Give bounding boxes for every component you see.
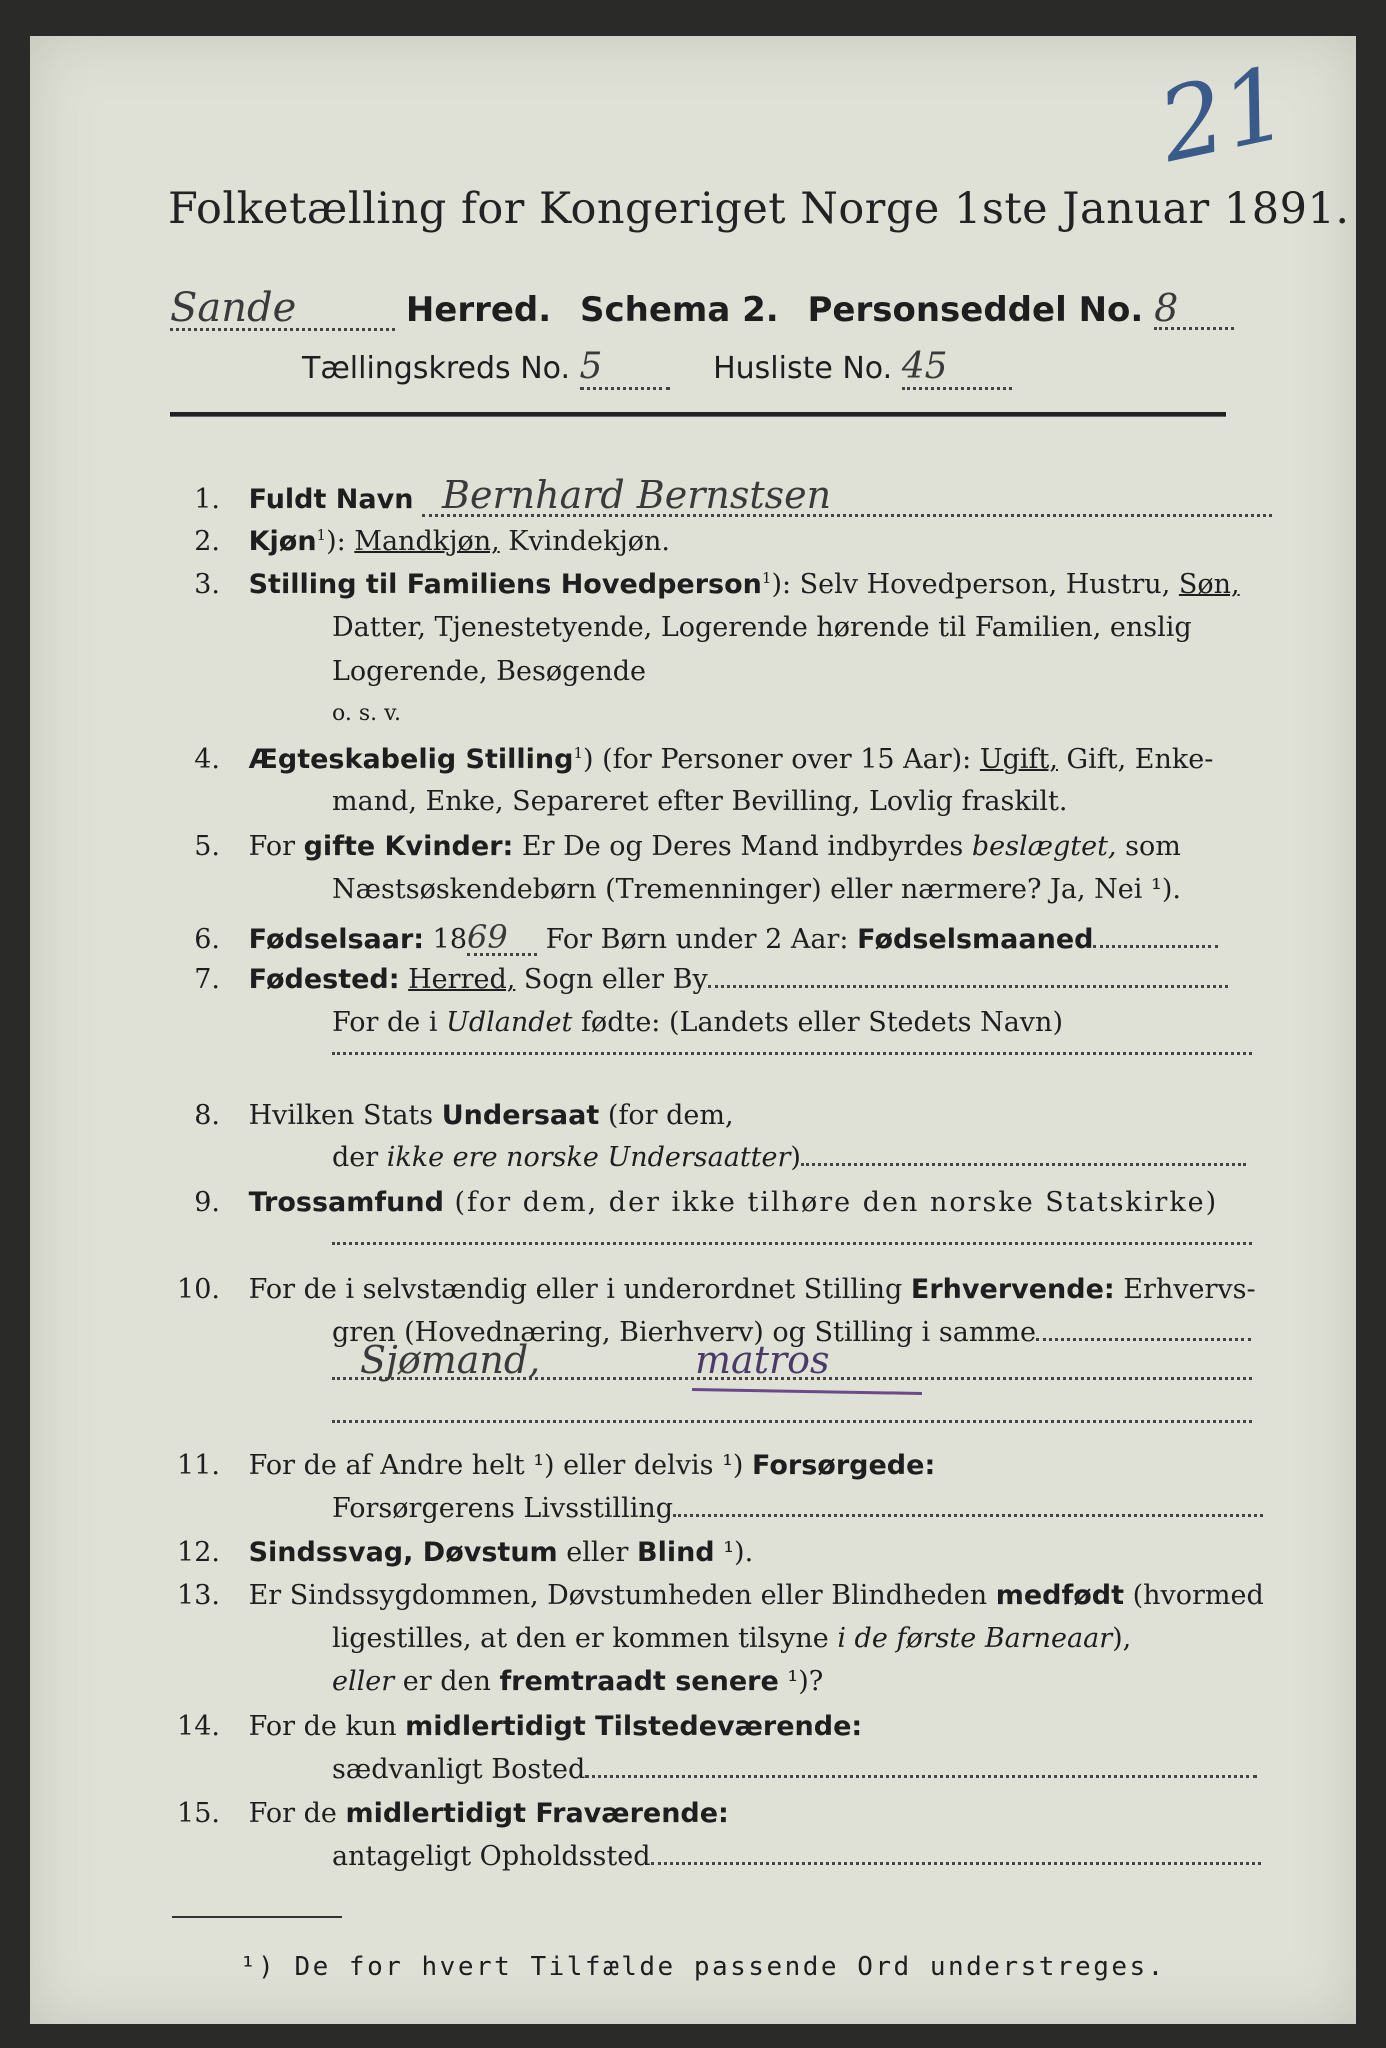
birthplace-herred: Herred,	[408, 964, 516, 995]
full-name-label: Fuldt Navn	[248, 484, 414, 515]
item-8-pre: Hvilken Stats	[248, 1100, 442, 1131]
occupation-field-3	[332, 1419, 1252, 1423]
sex-punct: ):	[326, 526, 355, 557]
birthplace-label: Fødested:	[248, 964, 400, 995]
supporter-field	[673, 1496, 1263, 1517]
item-number: 12.	[177, 1537, 220, 1568]
item-10-line2: gren (Hovednæring, Bierhverv) og Stilling i samme	[332, 1317, 1037, 1348]
occupation-value-2: matros	[695, 1338, 830, 1382]
full-name-value: Bernhard Bernstsen	[422, 476, 1272, 517]
item-number: 9.	[194, 1187, 220, 1218]
herred-label: Herred.	[405, 290, 552, 330]
item-5-related: beslægtet,	[971, 831, 1117, 862]
item-14-line-2	[332, 1756, 1257, 1783]
later-onset-label: fremtraadt senere	[499, 1666, 779, 1697]
item-11	[160, 1452, 935, 1479]
item-10-rest: Erhvervs-	[1114, 1274, 1256, 1305]
item-14-pre: For de kun	[248, 1711, 406, 1742]
item-13-post: (hvormed	[1124, 1580, 1264, 1611]
sex-option-female: Kvindekjøn.	[499, 526, 670, 557]
sex-label: Kjøn	[248, 526, 317, 557]
item-number: 2.	[194, 526, 220, 557]
family-position-label: Stilling til Familiens Hovedperson	[248, 569, 762, 600]
birthplace-options: Sogn eller By	[515, 964, 708, 995]
page-number: 21	[1149, 44, 1299, 185]
marital-status-note: ) (for Personer over 15 Aar):	[583, 744, 980, 775]
item-8	[160, 1102, 734, 1129]
item-8-line2-post: )	[790, 1142, 801, 1173]
birth-year-prefix: 18	[424, 924, 468, 955]
dependents-label: Forsørgede:	[752, 1450, 936, 1481]
usual-residence-label: sædvanligt Bosted	[332, 1754, 586, 1785]
disability-end: ¹).	[714, 1537, 754, 1568]
item-13-l3-mid: er den	[394, 1666, 500, 1697]
footnote-mark: 1	[316, 526, 327, 544]
item-1	[160, 473, 1272, 517]
citizenship-label: Undersaat	[441, 1100, 600, 1131]
kreds-value: 5	[580, 346, 670, 390]
birth-year-label: Fødselsaar:	[248, 924, 425, 955]
item-number: 3.	[194, 569, 220, 600]
blind-label: Blind	[637, 1537, 715, 1568]
item-8-line-2	[332, 1144, 1246, 1171]
item-10-pre: For de i selvstændig eller i underordnet Stilling	[248, 1274, 911, 1305]
abroad-pre: For de i	[332, 1007, 447, 1038]
personseddel-value: 8	[1154, 289, 1234, 330]
item-13-line-3	[332, 1668, 823, 1695]
occupation-value-1: Sjømand,	[360, 1338, 541, 1382]
marital-status-options: Gift, Enke-	[1057, 744, 1214, 775]
item-15-pre: For de	[248, 1798, 346, 1829]
item-3	[160, 571, 1240, 598]
item-10	[160, 1276, 1256, 1303]
religion-label: Trossamfund	[248, 1187, 444, 1218]
item-number: 13.	[177, 1580, 220, 1611]
married-women-label: gifte Kvinder:	[303, 831, 514, 862]
item-4	[160, 746, 1213, 773]
item-8-line2-it: ikke ere norske Undersaatter	[386, 1142, 791, 1173]
item-number: 10.	[177, 1274, 220, 1305]
citizenship-field	[801, 1145, 1246, 1166]
supporter-label: Forsørgerens Livsstilling	[332, 1493, 674, 1524]
herred-value: Sande	[170, 288, 395, 331]
probable-residence-label: antageligt Opholdssted	[332, 1841, 651, 1872]
probable-residence-field	[651, 1844, 1261, 1865]
item-8-line2-pre: der	[332, 1142, 387, 1173]
item-13-l2-it: i de første Barneaar	[837, 1623, 1113, 1654]
item-5-pre: For	[248, 831, 304, 862]
item-11-line-2	[332, 1495, 1263, 1522]
birth-year-value: 69	[467, 921, 537, 956]
occupation-underline	[692, 1388, 922, 1395]
occupation-label: Erhvervende:	[910, 1274, 1115, 1305]
religion-field	[332, 1241, 1252, 1245]
item-number: 15.	[177, 1798, 220, 1829]
item-7	[160, 966, 1228, 993]
item-13-l2-pre: ligestilles, at den er kommen tilsyne	[332, 1623, 838, 1654]
item-13-l2-post: ),	[1112, 1623, 1132, 1654]
header-divider	[170, 412, 1226, 417]
item-5-mid: Er De og Deres Mand indbyrdes	[513, 831, 972, 862]
item-8-rest: (for dem,	[599, 1100, 734, 1131]
item-number: 11.	[177, 1450, 220, 1481]
religion-note: (for dem, der ikke tilhøre den norske Statskirke)	[443, 1187, 1219, 1218]
item-13-l3-end: ¹)?	[778, 1666, 824, 1697]
disability-mid: eller	[557, 1537, 637, 1568]
header-line-1	[170, 285, 1234, 331]
item-4-line-2: mand, Enke, Separeret efter Bevilling, Lovlig fraskilt.	[332, 786, 1068, 817]
abroad-post: fødte: (Landets eller Stedets Navn)	[572, 1007, 1063, 1038]
marital-status-unmarried: Ugift,	[979, 744, 1058, 775]
item-7-line-2	[332, 1009, 1063, 1036]
item-13-line-2	[332, 1625, 1131, 1652]
abroad-field	[332, 1051, 1252, 1055]
kreds-label: Tællingskreds No.	[302, 351, 570, 386]
husliste-value: 45	[902, 346, 1012, 390]
item-12	[160, 1539, 753, 1566]
item-3-line-4: o. s. v.	[332, 701, 401, 726]
congenital-label: medfødt	[995, 1580, 1124, 1611]
item-15-line-2	[332, 1843, 1261, 1870]
personseddel-label: Personseddel No.	[807, 290, 1144, 330]
birth-month-field	[1093, 927, 1218, 948]
occupation-field-1	[1036, 1320, 1251, 1341]
form-title: Folketælling for Kongeriget Norge 1ste Januar 1891.	[168, 184, 1350, 234]
sex-option-male: Mandkjøn,	[354, 526, 500, 557]
item-3-line-2: Datter, Tjenestetyende, Logerende hørende til Familien, enslig	[332, 612, 1192, 643]
family-position-son: Søn,	[1178, 569, 1240, 600]
temp-absent-label: midlertidigt Fraværende:	[345, 1798, 729, 1829]
footnote-mark: 1	[761, 569, 772, 587]
item-6	[160, 918, 1218, 956]
birthplace-field	[708, 967, 1228, 988]
item-number: 1.	[194, 484, 220, 515]
abroad-label: Udlandet	[446, 1007, 573, 1038]
census-form-page	[30, 36, 1356, 2024]
header-line-2	[302, 346, 1012, 390]
birth-month-label: Fødselsmaaned	[857, 924, 1094, 955]
husliste-label: Husliste No.	[713, 351, 893, 386]
item-number: 5.	[194, 831, 220, 862]
item-15	[160, 1800, 729, 1827]
item-13-l3-it: eller	[332, 1666, 395, 1697]
item-3-line-3: Logerende, Besøgende	[332, 656, 646, 687]
marital-status-label: Ægteskabelig Stilling	[248, 744, 574, 775]
item-number: 6.	[194, 924, 220, 955]
item-2	[160, 528, 670, 555]
footnote-divider	[172, 1916, 342, 1918]
item-5-end: som	[1116, 831, 1181, 862]
temp-present-label: midlertidigt Tilstedeværende:	[405, 1711, 863, 1742]
item-5	[160, 833, 1181, 860]
item-9	[160, 1189, 1218, 1216]
disability-label: Sindssvag, Døvstum	[248, 1537, 558, 1568]
item-number: 14.	[177, 1711, 220, 1742]
schema-label: Schema 2.	[580, 290, 779, 330]
birth-month-note: For Børn under 2 Aar:	[537, 924, 858, 955]
item-13-pre: Er Sindssygdommen, Døvstumheden eller Blindheden	[248, 1580, 996, 1611]
usual-residence-field	[585, 1757, 1257, 1778]
item-13	[160, 1582, 1264, 1609]
item-5-line-2: Næstsøskendebørn (Tremenninger) eller nærmere? Ja, Nei ¹).	[332, 874, 1181, 905]
item-11-pre: For de af Andre helt ¹) eller delvis ¹)	[248, 1450, 753, 1481]
footnote: ¹) De for hvert Tilfælde passende Ord understreges.	[240, 1952, 1166, 1982]
item-number: 8.	[194, 1100, 220, 1131]
item-number: 4.	[194, 744, 220, 775]
footnote-mark: 1	[573, 744, 584, 762]
item-number: 7.	[194, 964, 220, 995]
item-14	[160, 1713, 862, 1740]
family-position-options: ): Selv Hovedperson, Hustru,	[771, 569, 1179, 600]
